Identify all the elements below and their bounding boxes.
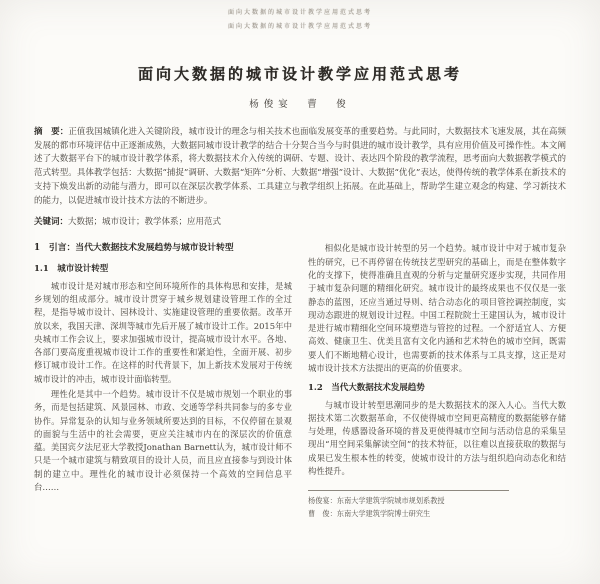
section-1-1-heading: 1.1 城市设计转型 (34, 264, 109, 275)
right-column-paragraph-1: 相似化是城市设计转型的另一个趋势。城市设计中对于城市复杂性的研究，已不再停留在传统技艺型研究的基础上，而是在整体数字化的支撑下，使得准确且直观的分析与定量研究逐步实现，共同作用于城市复杂问题的精细化研究。城市设计的最终成果也不仅仅是一张静态的蓝图，还应当通过导则、结合动态化的项目管控调控制度，实现动态跟进的规划设计过程。中国工程院院士王建国认为，城市设计是进行城市精细化空间环境塑造与管控的过程。一个舒适宜人、方便高效、健康卫生、优美且富有文化内涵和艺术特色的城市空间，既需要人们不断地精心设计，也需要新的技术体系与工具支撑，这正是对城市设计技术方法提出的更高的价值要求。 (308, 243, 566, 373)
abstract-block (34, 126, 566, 209)
author-bio-footnote (308, 490, 509, 519)
running-header-line2: 面向大数据的城市设计教学应用范式思考 (227, 23, 372, 31)
keywords-block (34, 215, 566, 227)
author-bio-line-2: 曹 俊：东南大学建筑学院博士研究生 (308, 508, 431, 518)
keywords-text: 大数据；城市设计；教学体系；应用范式 (68, 217, 222, 228)
right-column (308, 242, 566, 519)
keywords-label: 关键词： (34, 217, 69, 228)
author-bio-line-1: 杨俊宴：东南大学建筑学院城市规划系教授 (308, 496, 445, 506)
section-1-1-paragraph-2: 理性化是其中一个趋势。城市设计不仅是城市规划一个职业的事务，而是包括建筑、风景园林、市政、交通等学科共同参与的多专业协作。异常复杂的认知与业务领域所要达到的目标，不仅停留在景观的面貌与生活中的社会需要，更应关注城市内在的深层次的价值意蕴。美国宾夕法尼亚大学教授Jonathan Barnett认为，城市设计师不只是一个城市建筑与精致项目的设计人员，而且应直接参与到设计体制的建立中。理性化的城市设计必须保持一个高效的空间信息平台…… (34, 388, 292, 492)
two-column-body (34, 242, 566, 519)
running-header-line1: 面向大数据的城市设计教学应用范式思考 (227, 9, 372, 16)
section-1-2-heading: 1.2 当代大数据技术发展趋势 (308, 383, 425, 394)
abstract-label: 摘 要： (34, 126, 69, 137)
section-1-2-paragraph-1: 与城市设计转型思潮同步的是大数据技术的深入人心。当代大数据技术第二次数据革命，不仅使得城市空间更高精度的数据能够存储与处理，传感器设备环境的普及更使得城市空间与活动信息的采集呈现出“用空间采集解读空间”的技术特征，以往难以直接获取的数据与成果已发生根本性的转变，使城市设计的方法与组织趋向动态化和结构性提升。 (308, 399, 566, 477)
section-1-heading: 1 引言：当代大数据技术发展趋势与城市设计转型 (34, 243, 234, 254)
article-title: 面向大数据的城市设计教学应用范式思考 (137, 64, 462, 83)
left-column (34, 242, 292, 519)
section-1-1-paragraph-1: 城市设计是对城市形态和空间环境所作的具体构思和安排，是城乡规划的组成部分。城市设计贯穿于城乡规划建设管理工作的全过程，是指导城市设计、园林设计、实施建设管理的重要依据。改革开放以来，我国天津、深圳等城市先后开展了城市设计工作。2015年中央城市工作会议上，要求加强城市设计，提高城市设计水平。各地、各部门要高度重视城市设计工作的重要性和紧迫性，全面开展、初步修订城市设计工作。在这样的时代背景下，加上新技术发展对于传统城市设计的冲击，城市设计面临转型。 (34, 280, 292, 384)
authors-line: 杨俊宴 曹 俊 (249, 98, 351, 110)
running-header (34, 6, 566, 35)
abstract-text: 正值我国城镇化进入关键阶段，城市设计的理念与相关技术也面临发展变革的重要趋势。与此同时，大数据技术飞速发展，其在高频发展的都市环境评估中正逐渐成熟，大数据同城市设计教学的结合十分契合当今与时俱进的城市设计教学，具有应用价值及可操作性。本文阐述了大数据平台下的城市设计教学体系，将大数据技术介入传统的调研、专题、设计、表达四个阶段的教学流程，思考面向大数据教学模式的范式转型。具体教学包括：大数据“捕捉”调研、大数据“矩阵”分析、大数据“增强”设计、大数据“优化”表达，使得传统的教学体系在新技术的支持下焕发出新的动能与潜力，即可以在深层次教学体系、工具建立与教学组织上拓展。在此基础上，帮助学生建立观念的构建、学习新技术的能力，以促进城市设计技术方法的不断进步。 (34, 126, 566, 206)
